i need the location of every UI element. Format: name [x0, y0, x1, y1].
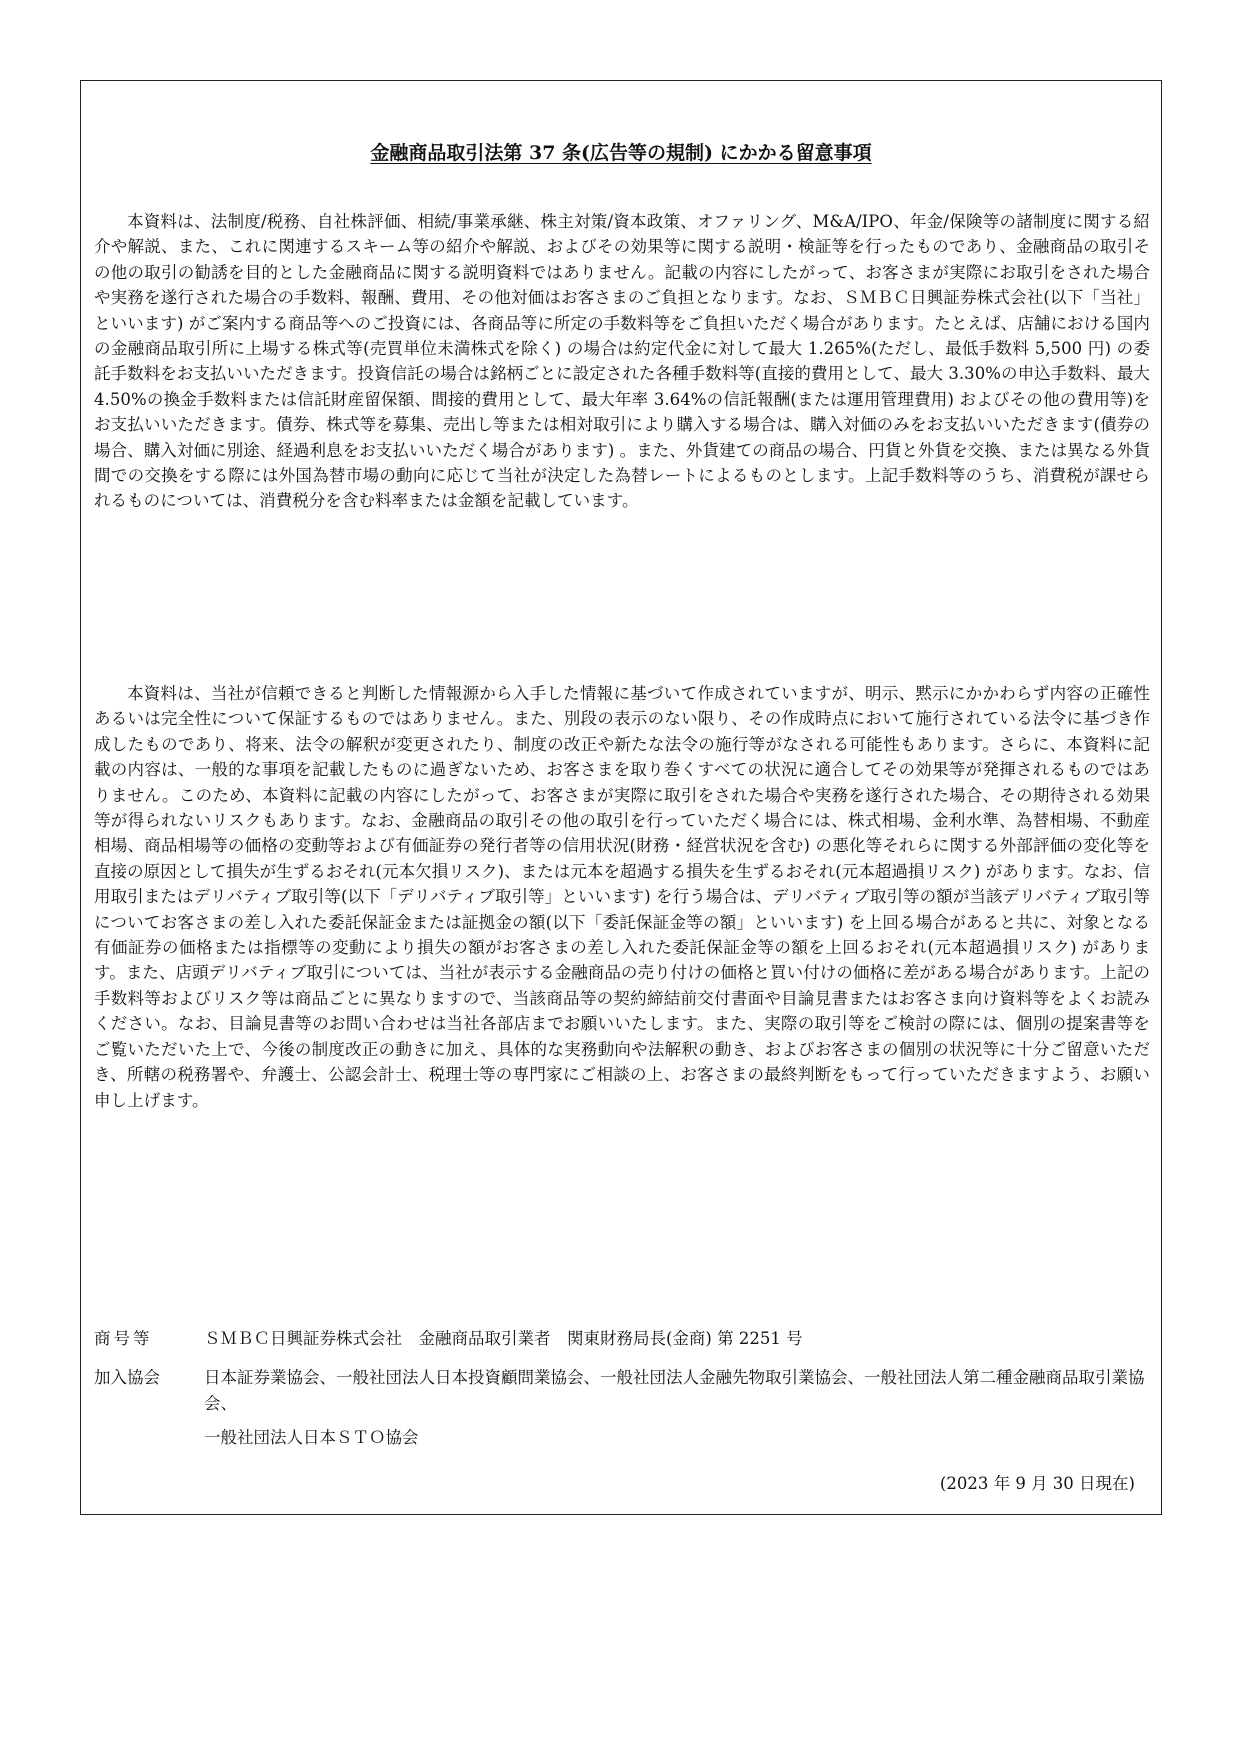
disclaimer-frame: [80, 80, 1162, 1515]
company-value: ＳＭＢＣ日興証券株式会社 金融商品取引業者 関東財務局長(金商) 第 2251 号: [204, 1329, 803, 1348]
document-title-text: 金融商品取引法第 37 条(広告等の規制) にかかる留意事項: [370, 142, 872, 164]
association-label: 加入協会: [94, 1368, 160, 1387]
association-value-extra: 一般社団法人日本ＳＴＯ協会: [204, 1428, 419, 1447]
document-title: [81, 139, 1161, 167]
company-label: 商号等: [94, 1329, 153, 1348]
company-info-row: [94, 1326, 1154, 1352]
association-info-row: [94, 1365, 1154, 1417]
fee-disclosure-paragraph: 本資料は、法制度/税務、自社株評価、相続/事業承継、株主対策/資本政策、オファリング、M&A/IPO、年金/保険等の諸制度に関する紹介や解説、また、これに関連するスキーム等の紹介や解説、およびその効果等に関する説明・検証等を行ったものであり、金融商品の取引その他の取引の勧誘を目的とした金融商品に関する説明資料ではありません。記載の内容にしたがって、お客さまが実際にお取引をされた場合や実務を遂行された場合の手数料、報酬、費用、その他対価はお客さまのご負担となります。なお、ＳＭＢＣ日興証券株式会社(以下「当社」といいます) がご案内する商品等へのご投資には、各商品等に所定の手数料等をご負担いただく場合があります。たとえば、店舗における国内の金融商品取引所に上場する株式等(売買単位未満株式を除く) の場合は約定代金に対して最大 1.265%(ただし、最低手数料 5,500 円) の委託手数料をお支払いいただきます。投資信託の場合は銘柄ごとに設定された各種手数料等(直接的費用として、最大 3.30%の申込手数料、最大 4.50%の換金手数料または信託財産留保額、間接的費用として、最大年率 3.64%の信託報酬(または運用管理費用) およびその他の費用等)をお支払いいただきます。債券、株式等を募集、売出し等または相対取引により購入する場合は、購入対価のみをお支払いいただきます(債券の場合、購入対価に別途、経過利息をお支払いいただく場合があります) 。また、外貨建ての商品の場合、円貨と外貨を交換、または異なる外貨間での交換をする際には外国為替市場の動向に応じて当社が決定した為替レートによるものとします。上記手数料等のうち、消費税が課せられるものについては、消費税分を含む料率または金額を記載しています。: [94, 212, 1150, 511]
risk-disclosure-paragraph: 本資料は、当社が信頼できると判断した情報源から入手した情報に基づいて作成されていますが、明示、黙示にかかわらず内容の正確性あるいは完全性について保証するものではありません。また、別段の表示のない限り、その作成時点において施行されている法令に基づき作成したものであり、将来、法令の解釈が変更されたり、制度の改正や新たな法令の施行等がなされる可能性もあります。さらに、本資料に記載の内容は、一般的な事項を記載したものに過ぎないため、お客さまを取り巻くすべての状況に適合してその効果等が発揮されるものではありません。このため、本資料に記載の内容にしたがって、お客さまが実際に取引をされた場合や実務を遂行された場合、その期待される効果等が得られないリスクもあります。なお、金融商品の取引その他の取引を行っていただく場合には、株式相場、金利水準、為替相場、不動産相場、商品相場等の価格の変動等および有価証券の発行者等の信用状況(財務・経営状況を含む) の悪化等それらに関する外部評価の変化等を直接の原因として損失が生ずるおそれ(元本欠損リスク)、または元本を超過する損失を生ずるおそれ(元本超過損リスク) があります。なお、信用取引またはデリバティブ取引等(以下「デリバティブ取引等」といいます) を行う場合は、デリバティブ取引等の額が当該デリバティブ取引等についてお客さまの差し入れた委託保証金または証拠金の額(以下「委託保証金等の額」といいます) を上回る場合があると共に、対象となる有価証券の価格または指標等の変動により損失の額がお客さまの差し入れた委託保証金等の額を上回るおそれ(元本超過損リスク) があります。また、店頭デリバティブ取引については、当社が表示する金融商品の売り付けの価格と買い付けの価格に差がある場合があります。上記の手数料等およびリスク等は商品ごとに異なりますので、当該商品等の契約締結前交付書面や目論見書またはお客さま向け資料等をよくお読みください。なお、目論見書等のお問い合わせは当社各部店までお願いいたします。また、実際の取引等をご検討の際には、個別の提案書等をご覧いただいた上で、今後の制度改正の動きに加え、具体的な実務動向や法解釈の動き、およびお客さまの個別の状況等に十分ご留意いただき、所轄の税務署や、弁護士、公認会計士、税理士等の専門家にご相談の上、お客さまの最終判断をもって行っていただきますよう、お願い申し上げます。: [94, 684, 1150, 1110]
as-of-date: (2023 年 9 月 30 日現在): [939, 1474, 1135, 1493]
association-value: 日本証券業協会、一般社団法人日本投資顧問業協会、一般社団法人金融先物取引業協会、一般社団法人第二種金融商品取引業協会、: [204, 1368, 1145, 1413]
